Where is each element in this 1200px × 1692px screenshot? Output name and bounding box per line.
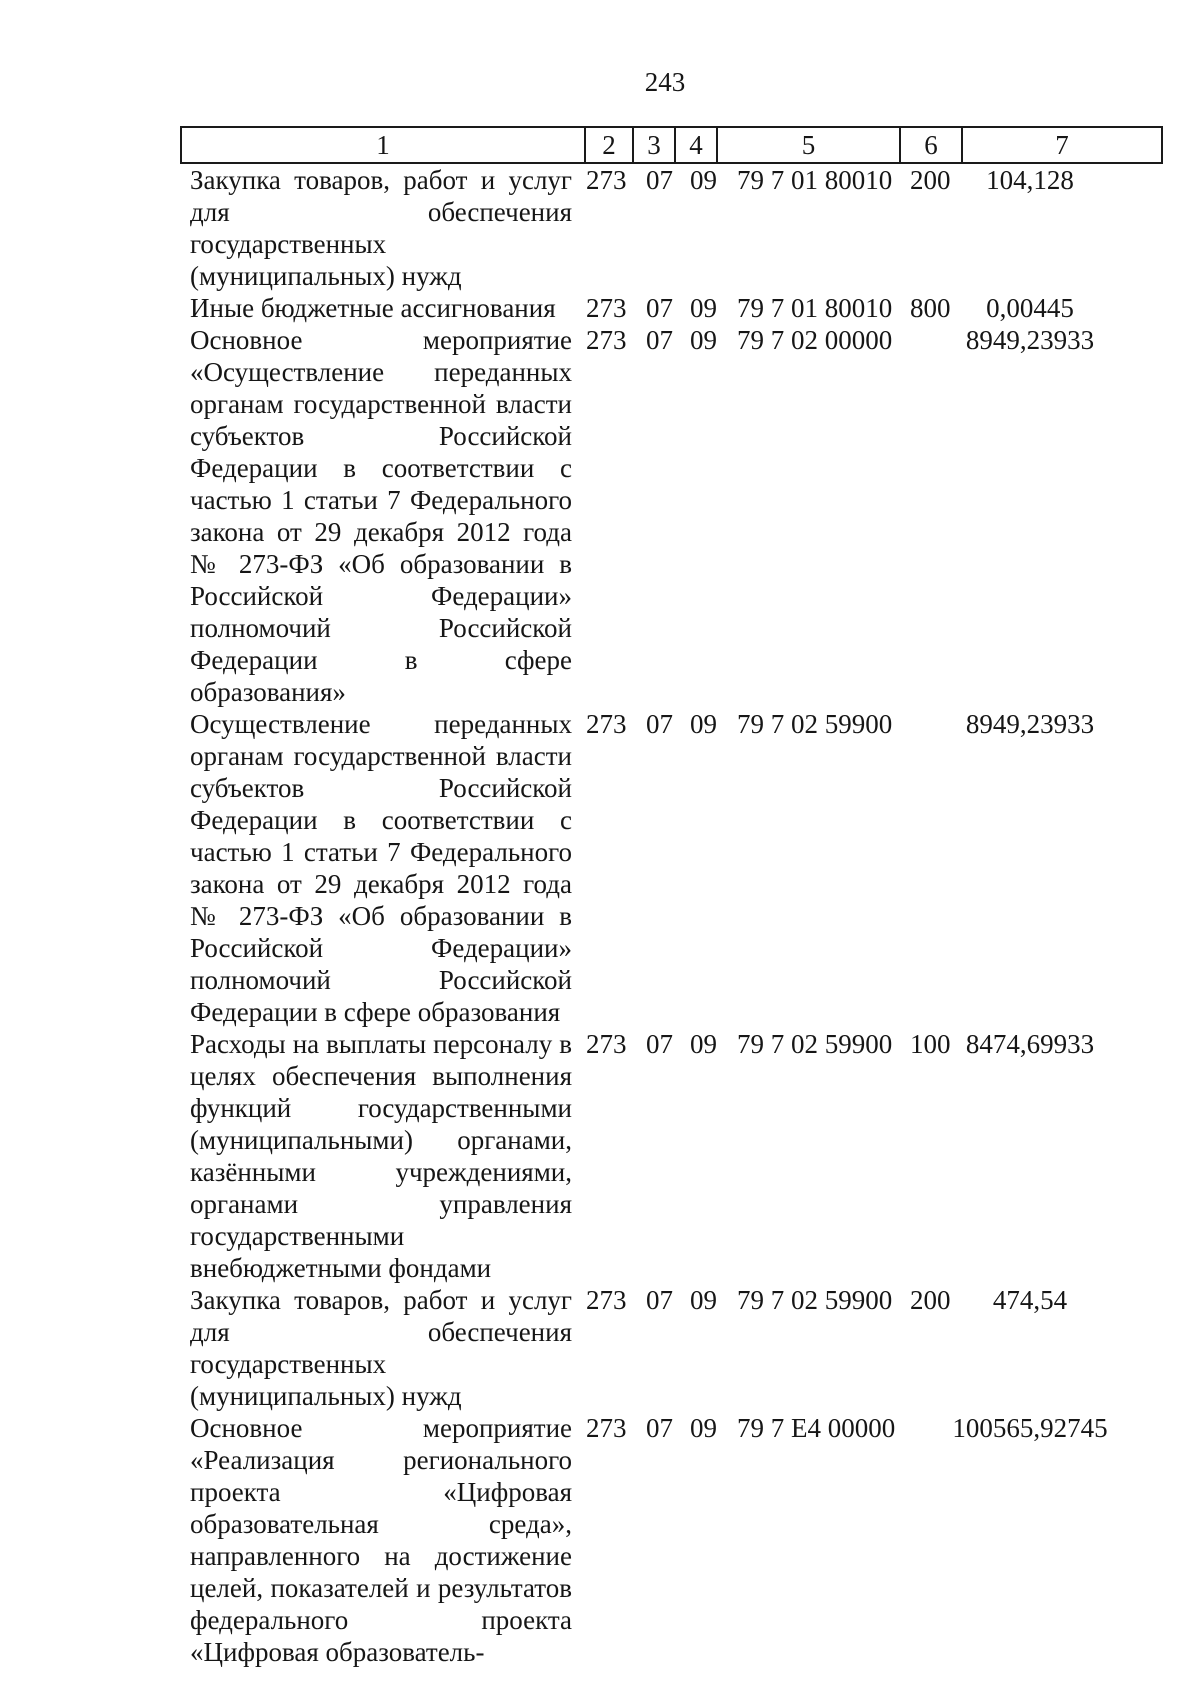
row-gr-code: 273 [586,1413,627,1443]
row-vr-code: 100 [910,1029,951,1059]
row-rz-code: 07 [646,293,673,323]
row-rz-code: 07 [646,325,673,355]
row-amount: 8949,23933 [965,325,1095,355]
row-description: Закупка товаров, работ и услуг для обеспечения государственных (муниципальных) нужд [190,165,572,291]
table-row [0,1028,1200,1284]
header-col-2: 2 [586,128,634,162]
table-row [0,292,1200,324]
row-csr-code: 79 7 02 00000 [737,325,893,355]
row-pr-code: 09 [690,709,717,739]
row-amount: 100565,92745 [952,1413,1108,1443]
table-row [0,164,1200,292]
table-row [0,1284,1200,1412]
row-csr-code: 79 7 E4 00000 [737,1413,896,1443]
table-row [0,324,1200,708]
row-pr-code: 09 [690,165,717,195]
row-csr-code: 79 7 02 59900 [737,1029,893,1059]
row-amount: 104,128 [986,165,1074,195]
row-gr-code: 273 [586,709,627,739]
row-amount: 474,54 [992,1285,1068,1315]
row-csr-code: 79 7 02 59900 [737,709,893,739]
row-description: Закупка товаров, работ и услуг для обеспечения государственных (муниципальных) нужд [190,1285,572,1411]
row-rz-code: 07 [646,165,673,195]
header-col-3: 3 [634,128,676,162]
row-amount: 8474,69933 [965,1029,1095,1059]
row-description: Осуществление переданных органам государственной власти субъектов Российской Федерации в соответствии с частью 1 статьи 7 Федерального закона от 29 декабря 2012 года № 273-ФЗ «Об образовании в Российской Федерации» полномочий Российской Федерации в сфере образования [190,709,572,1027]
table-row [0,708,1200,1028]
header-col-4: 4 [676,128,718,162]
row-rz-code: 07 [646,1285,673,1315]
row-description: Расходы на выплаты персоналу в целях обеспечения выполнения функций государственными (муниципальными) органами, казёнными учреждениями, органами управления государственными внебюджетными фондами [190,1029,572,1283]
row-csr-code: 79 7 02 59900 [737,1285,893,1315]
row-vr-code: 200 [910,165,951,195]
row-description: Основное мероприятие «Реализация регионального проекта «Цифровая образовательная среда», направленного на достижение целей, показателей и результатов федерального проекта «Цифровая образователь- [190,1413,572,1667]
row-pr-code: 09 [690,325,717,355]
row-pr-code: 09 [690,1029,717,1059]
row-description: Основное мероприятие «Осуществление переданных органам государственной власти субъектов Российской Федерации в соответствии с частью 1 статьи 7 Федерального закона от 29 декабря 2012 года № 273-ФЗ «Об образовании в Российской Федерации» полномочий Российской Федерации в сфере образования» [190,325,572,707]
header-col-6: 6 [901,128,963,162]
row-gr-code: 273 [586,325,627,355]
row-csr-code: 79 7 01 80010 [737,293,893,323]
row-csr-code: 79 7 01 80010 [737,165,893,195]
row-rz-code: 07 [646,1413,673,1443]
row-vr-code: 200 [910,1285,951,1315]
table-body [0,164,1200,1668]
row-amount: 0,00445 [986,293,1074,323]
header-col-1: 1 [182,128,586,162]
table-header [180,126,1163,164]
row-gr-code: 273 [586,165,627,195]
row-rz-code: 07 [646,1029,673,1059]
header-col-5: 5 [718,128,901,162]
page-number: 243 [644,67,686,97]
header-col-7: 7 [1055,130,1069,160]
row-vr-code: 800 [910,293,951,323]
row-pr-code: 09 [690,1413,717,1443]
row-pr-code: 09 [690,293,717,323]
row-rz-code: 07 [646,709,673,739]
table-row [0,1412,1200,1668]
row-gr-code: 273 [586,1285,627,1315]
row-amount: 8949,23933 [965,709,1095,739]
row-description: Иные бюджетные ассигнования [190,293,556,323]
row-pr-code: 09 [690,1285,717,1315]
row-gr-code: 273 [586,1029,627,1059]
row-gr-code: 273 [586,293,627,323]
